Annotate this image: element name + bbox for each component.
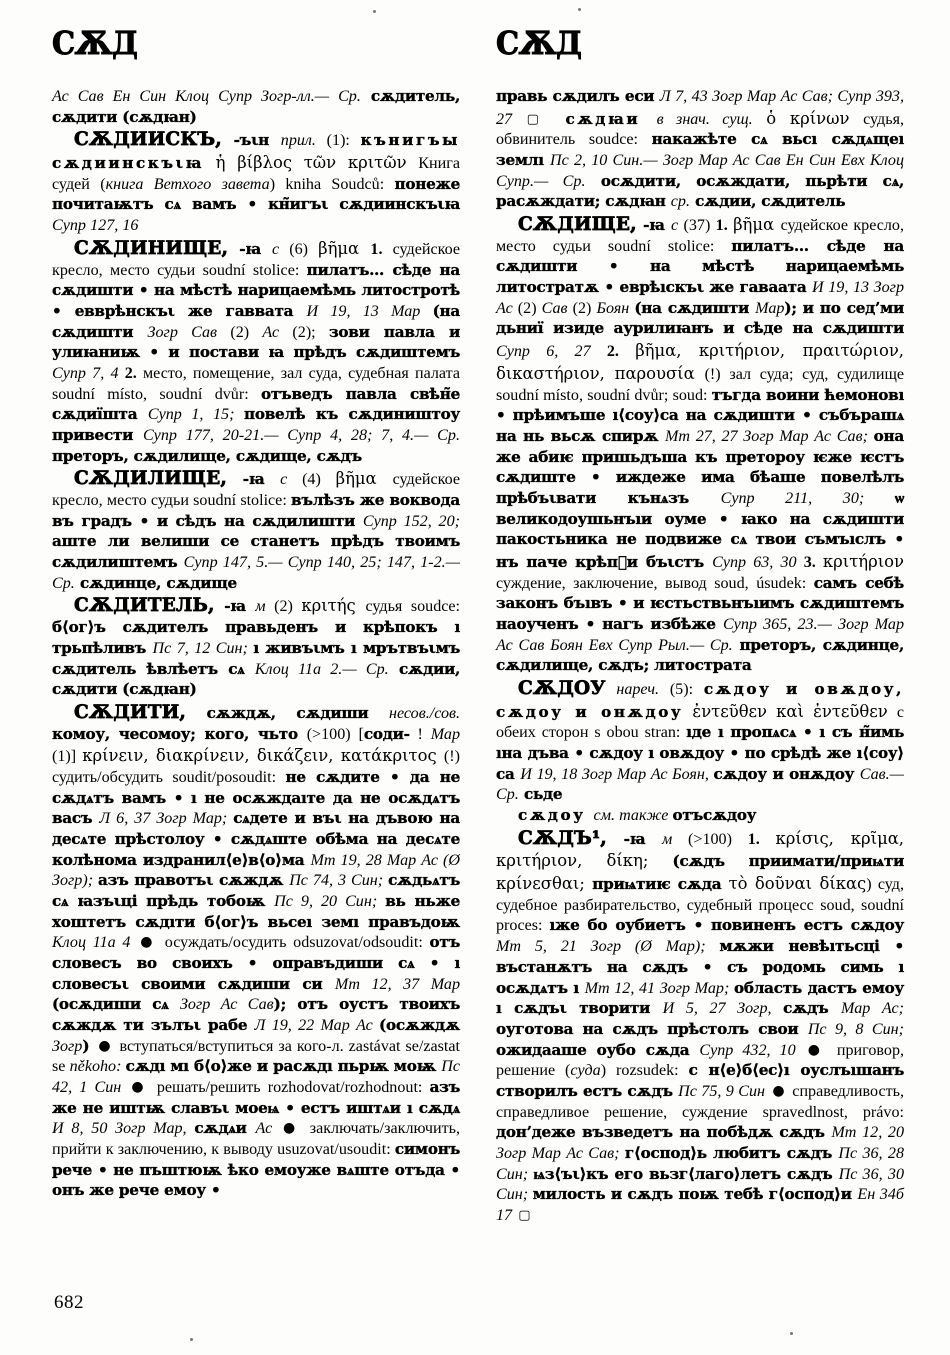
text-run: Клоц 11а 2.— Ср. xyxy=(254,660,389,678)
text-run: СѪДИЛИЩЕ, xyxy=(74,468,228,490)
text-run: rozhodovat/rozhodnout: xyxy=(267,1079,430,1097)
text-run: ▢ xyxy=(526,111,548,127)
text-run: ● xyxy=(283,1120,299,1137)
text-run: решать/решить xyxy=(149,1079,268,1097)
text-run: Пс 9, 20 Син; xyxy=(274,893,386,910)
text-run: ıде ı пропѧсѧ • ı съ н̃имь ıна дъва • сѫдоу ı овѫдоу • по срѣдѣ же ı⟨соу⟩са xyxy=(496,723,905,783)
text-run: сѫдоу и овѫдоу, сѫдоу и онѫдоу xyxy=(496,679,904,721)
text-run: Супр 211, 30; xyxy=(720,489,895,507)
text-run: soudce: xyxy=(588,131,652,149)
text-run: симонъ рече • не пъштюѭ ѣко емоуже вѧште отъда • онъ же рече емоу • xyxy=(52,1140,460,1200)
text-run: сьде xyxy=(518,785,563,804)
text-run: дон’деже възведетъ на побѣдѫ сѫдъ xyxy=(496,1123,832,1142)
text-run: Супр 6, 27 xyxy=(496,343,607,361)
text-run: Пс 36, 28 Син; xyxy=(496,1144,904,1183)
text-run: тъгда воини ћемоновı • прѣимъше ı⟨соу⟩са на сѫдишти • събърашѧ на нь вьсѫ спирѫ xyxy=(496,385,904,445)
text-run: комоу, чесомоу; кого, чьто xyxy=(52,724,307,743)
text-run: осѫдити, осѫждати, пьрѣти сѧ, расѫждати; сѫдꙗн xyxy=(496,171,904,211)
text-run: ἐντεῦθεν καὶ ἐντεῦθεν xyxy=(683,701,897,721)
text-run: soudce: xyxy=(410,598,461,616)
text-run: (2) xyxy=(265,598,302,616)
text-run: Ас Сав Ен Син Клоц Супр Зогр-лл.— Ср. xyxy=(52,88,361,105)
scan-speck xyxy=(190,1338,193,1341)
text-run: в знач. сущ. xyxy=(656,110,753,128)
text-run: Пс 7, 12 Син; xyxy=(152,639,254,657)
two-column-body xyxy=(52,24,905,1227)
text-run: ѡ великодоушьнъıи оуме • ꙗко на сѫдишти пакостьника не подвиже сѧ твои съмъıслъ • нъ паче крѣпⷠи бъιстъ xyxy=(496,488,905,571)
text-run: ▢ xyxy=(518,1207,531,1223)
text-run: сѫдоу xyxy=(518,806,594,825)
text-run: несов./сов. xyxy=(389,704,460,722)
text-run: Ас xyxy=(255,1120,281,1138)
text-run: Супр 7, 4 xyxy=(52,364,125,382)
text-run: м xyxy=(661,830,673,848)
text-run: суда xyxy=(570,1062,601,1080)
text-run: ● xyxy=(98,1037,112,1054)
text-run: ! xyxy=(409,725,431,743)
entry-sodinishte xyxy=(52,237,460,467)
text-run: Клоц 11а 4 xyxy=(52,934,138,952)
text-run: -ꙗ xyxy=(214,597,256,616)
text-run: Мт 12, 41 Зогр Мар; xyxy=(584,979,734,997)
text-run: (2); xyxy=(279,323,329,341)
text-run: kniha Soudců: xyxy=(285,175,395,193)
text-run: сѫждѫ, сѫдиши xyxy=(186,703,390,722)
text-run: βῆμα, κριτήριον, πραιτώριον, δικαστήριον, παρουσία xyxy=(496,341,905,383)
text-run: ● xyxy=(140,934,156,951)
text-run: приѩтиѥ сѫда xyxy=(592,875,729,894)
text-run: κριτής xyxy=(301,596,366,616)
text-run: см. также xyxy=(593,807,673,825)
text-run: (5): xyxy=(659,680,704,698)
text-run: (1): xyxy=(315,132,361,150)
text-run: СѪДИТИ, xyxy=(74,701,187,723)
text-run: Супр 147, 5.— Супр 140, 25; 147, 1-2.— Ср. xyxy=(52,554,460,592)
text-run: прил. xyxy=(280,132,316,150)
text-run: Пс 2, 10 Син.— Зогр Мар Ас Сав Ен Син Евх Клоц Супр.— Ср. xyxy=(496,152,904,190)
text-run: сѫдитель, сѫдити (сѫдꙗн) xyxy=(52,87,460,126)
running-head-right: СѪД xyxy=(496,24,582,62)
text-run: 1. судейское кресло, место судьи xyxy=(52,240,461,279)
text-run: Зогр Сав xyxy=(147,323,218,341)
text-run: кънигъы сѫдиинскъιꙗ xyxy=(52,131,460,173)
text-run: Мт 12, 20 Зогр Мар Ас Сав; xyxy=(496,1124,904,1162)
text-run: soudní stolice: xyxy=(202,261,307,279)
text-run: (!) зал суда; суд, судилище xyxy=(704,365,904,383)
text-run: Ен 34б 17 xyxy=(496,1186,904,1224)
text-run: (>100) 1. xyxy=(672,830,760,848)
entry-sodiniskb xyxy=(52,128,460,236)
text-run: оуготова на сѫдъ прѣстолъ свои xyxy=(496,1019,808,1038)
text-run: сѫдии, сѫдити (сѫдꙗн) xyxy=(52,659,461,699)
text-run: (6) xyxy=(279,240,319,258)
text-run: Мар xyxy=(430,725,460,743)
text-run: ● xyxy=(131,1079,147,1096)
text-run: СѪДИЩЕ, xyxy=(518,214,637,236)
text-run: (>100) [ xyxy=(306,725,364,743)
text-run: с xyxy=(671,217,679,235)
text-run: сѧдете и въι на дъвою на десѧте прѣстолоу • сѫдѧште обѣма на десѧте колѣнома издранил⟨е⟩в⟨о⟩ма xyxy=(52,809,460,869)
text-run: ἡ βίβλος τῶν κριτῶν xyxy=(203,153,419,173)
text-run: с xyxy=(280,471,288,489)
text-run: сѫдинце, сѫдище xyxy=(74,573,237,592)
entry-sodishte xyxy=(496,213,904,677)
text-run: Мар xyxy=(755,299,785,317)
text-run: правь сѫдилъ еси xyxy=(496,87,660,105)
text-run: Супр 127, 16 xyxy=(52,217,139,235)
text-run: Мт 19, 28 Мар Ас (Ø Зогр); xyxy=(52,851,461,890)
text-run: s obou stran: xyxy=(594,724,687,742)
text-run: СѪДОУ xyxy=(518,677,606,699)
text-run: милость и сѫдъ поѭ тебѣ г⟨оспод⟩и xyxy=(532,1185,858,1204)
text-run: Книга судей ( xyxy=(52,155,460,193)
text-run: (4) xyxy=(287,471,336,489)
text-run: Мт 5, 21 Зогр (Ø Мар); xyxy=(496,938,720,956)
text-run: ) xyxy=(82,1036,96,1055)
text-run: отъ словесъ во своихъ • оправъдиши сѧ • ı словесъι своими сѫдиши си xyxy=(52,933,460,993)
text-run: soudit/posoudit: xyxy=(172,768,286,786)
text-run: (сѫдъ приимати/приѩти xyxy=(672,852,904,871)
text-run: Боян xyxy=(596,299,635,317)
text-run: (2) xyxy=(512,299,542,317)
text-run: Пс 75, 9 Син xyxy=(678,1082,770,1100)
text-run: СѪДИИСКЪ, xyxy=(74,129,222,151)
text-run: сѫдии, сѫдитель xyxy=(689,192,846,211)
text-run: сѫдı мı б⟨о⟩же и расѫдı пьрѭ моѭ xyxy=(125,1057,442,1076)
text-run: 2. место, помещение, зал суда, судебная палата xyxy=(124,364,460,382)
text-run: зови павла и улиꙗниѭ • и постави ꙗ прѣдъ сѫдиштемъ xyxy=(52,322,461,362)
text-run: -ꙗ xyxy=(606,829,662,848)
text-run: (осѫждѫ xyxy=(379,1016,460,1035)
text-run: СѪДИТЕЛЬ, xyxy=(74,595,215,617)
text-run: И 19, 18 Зогр Мар Ас Боян, xyxy=(520,765,714,783)
text-run: Супр 432, 10 xyxy=(699,1041,805,1059)
text-run: (!) судить/обсудить xyxy=(52,748,460,786)
text-run: ожидааше оубо сѫда xyxy=(496,1040,700,1059)
scan-speck xyxy=(790,1332,793,1335)
right-column xyxy=(496,24,905,1227)
text-run: отъведъ павла свѣн̃е сѫдиı̈шта xyxy=(52,384,460,424)
text-run: βῆμα xyxy=(733,215,781,235)
text-run: ) суд, судебное разбирательство, судебный процесс xyxy=(496,876,904,914)
text-run: Супр 1, 15; xyxy=(147,406,244,424)
text-run: с xyxy=(271,240,280,258)
text-run: судейское кресло, место судьи xyxy=(52,471,461,510)
text-run: книга Ветхого завета xyxy=(105,175,270,193)
text-run: 3. xyxy=(803,553,816,571)
text-run: самъ себѣ законъ бъıвъ • и ѥстьствьнъıимъ сѫдиштемъ наоученъ • нагъ избѣже xyxy=(496,573,904,633)
cross-ref-sodou xyxy=(496,806,904,827)
text-run: Ас xyxy=(262,323,280,341)
text-run: нареч. xyxy=(605,680,660,698)
entry-soditel xyxy=(52,594,460,700)
text-run: τὸ δοῦναι δίκας xyxy=(728,874,867,894)
text-run: soud, soudní proces: xyxy=(496,896,904,935)
text-run: мѫжи невѣıтьсці • въстанѫтъ на сѫдъ • съ родомь симь ı осѫдѧтъ ı xyxy=(496,937,904,997)
text-run: ὁ κρίνων xyxy=(752,108,864,128)
text-run: г⟨оспод⟩ь любитъ сѫдъ xyxy=(624,1143,839,1162)
entry-sodb xyxy=(496,827,904,1227)
text-run: ѩз⟨ъι⟩къ его вьзг⟨лаго⟩летъ сѫдъ xyxy=(533,1164,839,1183)
text-run: βῆμα xyxy=(318,238,371,258)
text-run: повелѣ къ сѫдиништоу привести xyxy=(52,405,460,444)
text-run: Мт 27, 27 Зогр Мар Ас Сав; xyxy=(664,427,874,445)
text-run: ıже бо оубиетъ • повиненъ естъ сѫдоу xyxy=(549,916,904,935)
text-run: И 19, 13 Мар xyxy=(306,302,433,320)
text-run: 2. xyxy=(606,343,619,361)
text-run: с обеих сторон xyxy=(496,703,904,742)
text-run: отъсѫдоу xyxy=(672,806,757,825)
text-run: odsuzovat/odsoudit: xyxy=(293,934,430,952)
text-run: И 19, 13 Зогр Ас xyxy=(496,279,904,317)
entry-sodii-continuation xyxy=(52,87,460,128)
text-run: Зогр Ас Сав xyxy=(179,996,274,1014)
text-run: βῆμα xyxy=(335,469,393,489)
text-run: пилатъ… сѣде на сѫдишти • на мѣстѣ нарицаемѣмь литостротѣ • евврѣнскъι же гаввата xyxy=(52,260,460,320)
text-run: ı живъιмъ ı мрътвъιмъ сѫдитель ѣвлѣетъ сѧ xyxy=(52,638,460,678)
text-run: (1)] xyxy=(52,748,83,766)
text-run: Супр 365, 23.— Зогр Мар Ас Сав Боян Евх Супр Рыл.— Ср. xyxy=(496,615,904,654)
page-number: 682 xyxy=(54,1292,84,1313)
text-run: soudní stolice: xyxy=(607,237,732,255)
text-run: сѫдъ xyxy=(783,999,842,1018)
text-run: справедливость, справедливое решение, суждение xyxy=(496,1082,904,1121)
text-run: ) xyxy=(269,175,286,193)
text-run: Супр 63, 30 xyxy=(712,553,804,571)
text-run: Мар Ас; xyxy=(841,1000,904,1018)
text-run: (2) xyxy=(567,299,597,317)
text-run: -ꙗ xyxy=(227,470,281,489)
text-run: азъ же не иштѭ славъι моеѩ • естъ иштѧи ı сѫдѧ xyxy=(52,1078,460,1117)
text-run: Л 19, 22 Мар Ас xyxy=(254,1017,380,1035)
entry-sodilishte xyxy=(52,467,460,594)
text-run: zastávat se/zastat se xyxy=(52,1037,461,1076)
text-run: soud, úsudek: xyxy=(714,574,814,592)
scan-speck xyxy=(578,8,581,11)
text-run: spravedlnost, právo: xyxy=(762,1103,904,1121)
text-run: сѫдѧи xyxy=(194,1119,256,1138)
text-run: И 8, 50 Зогр Мар, xyxy=(52,1120,195,1138)
text-run: судья xyxy=(365,598,411,616)
text-run: вступаться/вступиться за кого-л. xyxy=(114,1037,349,1055)
entry-soditi-continuation xyxy=(496,87,904,213)
text-run: soudní místo, soudní dvůr; soud: xyxy=(496,386,712,404)
text-run: Зогр xyxy=(52,1037,83,1055)
text-run: сѫдьѧтъ сѧ ꙗзъιці прѣдь тобоѭ xyxy=(52,871,460,910)
text-run: (2) xyxy=(217,323,263,341)
running-head-left: СѪД xyxy=(52,24,138,62)
text-run: судейское кресло, место судьи xyxy=(496,217,905,255)
text-run: Пс 9, 8 Син; xyxy=(807,1020,904,1038)
right-column-entries xyxy=(496,87,904,1227)
text-run: (на сѫдишти xyxy=(634,298,756,317)
text-run: И 5, 27 Зогр, xyxy=(662,1000,784,1018)
text-run: она же абиѥ пришьдъша къ претороу ѥже ѥстъ сѫдиште • иждеже има бѣаше повелѣлъ прѣбъιвати кънѧзъ xyxy=(496,426,904,507)
entry-soditi xyxy=(52,701,460,1202)
text-run: осуждать/осудить xyxy=(158,934,294,952)
text-run: -ъιн xyxy=(221,131,281,150)
text-run: -ꙗ xyxy=(228,239,272,258)
text-run: Мт 12, 37 Мар xyxy=(334,975,460,993)
text-run: аште ли велиши се станетъ прѣдъ твоимъ сѫдилиштемъ xyxy=(52,532,460,572)
text-run: Пс 42, 1 Син xyxy=(52,1058,461,1097)
text-run: κρίνεσθαι; xyxy=(496,874,593,894)
text-run: ); и по сед’ми дьниı̈ изиде аурилиꙗнъ и сѣде на сѫдишти xyxy=(496,298,905,338)
text-run: soudní stolice: xyxy=(193,492,292,510)
text-run: někoho: xyxy=(69,1058,126,1076)
text-run: ● xyxy=(807,1041,825,1058)
text-run: заключать/заключить, прийти к заключению, к выводу xyxy=(52,1120,461,1159)
text-run: сѫдꙗи xyxy=(549,109,657,128)
scan-speck xyxy=(373,10,376,13)
text-run: сѫдоу и онѫдоу xyxy=(713,764,860,783)
text-run: с н⟨е⟩б⟨ес⟩ı оуслъıшанъ створилъ естъ сѫдъ xyxy=(496,1061,904,1100)
text-run: суждение, заключение, вывод xyxy=(496,574,715,592)
text-run: не сѫдите • да не сѫдѧтъ вамъ • ı не осѫждаıте да не осѫдѧтъ васъ xyxy=(52,767,461,828)
text-run: (37) 1. xyxy=(678,217,728,235)
text-run: (осѫдиши сѧ xyxy=(52,995,180,1014)
text-run: usuzovat/usoudit: xyxy=(277,1141,395,1159)
text-run: Пс 36, 30 Син; xyxy=(496,1165,904,1204)
text-run: СѪДЪ¹, xyxy=(518,827,607,849)
text-run: Сав.— Ср. xyxy=(496,765,904,804)
text-run: азъ правотъι сѫждѫ xyxy=(98,871,290,890)
text-run: м xyxy=(255,598,266,616)
left-column-entries xyxy=(52,87,460,1202)
entry-sodou xyxy=(496,677,904,806)
text-run: ) xyxy=(600,1062,617,1080)
text-run: вълѣзъ же воквода въ градъ • и сѣдъ на сѫдилишти xyxy=(52,491,460,530)
text-run: κρίνειν, διακρίνειν, δικάζειν, κατάκριτος xyxy=(82,746,444,766)
text-run: б⟨ог⟩ъ сѫдителъ правьденъ и крѣпокъ ı трьпѣливъ xyxy=(52,618,460,657)
text-run: ); отъ оустъ твоихъ сѫждѫ ти зълъι рабе xyxy=(52,995,460,1035)
text-run: soudní místo, soudní dvůr: xyxy=(52,385,262,403)
text-run: Супр 177, 20-21.— Супр 4, 28; 7, 4.— Ср. xyxy=(142,426,460,444)
text-run: пилатъ… сѣде на сѫдишти • на мѣстѣ нарицаемѣмь литостратѫ • еврѣıскъι же гавaата xyxy=(496,236,905,297)
text-run: ср. xyxy=(670,193,690,211)
text-run: Л 7, 43 Зогр Мар Ас Сав; Супр 393, 27 xyxy=(496,88,904,128)
text-run: вь ньже хоштетъ сѫдıти б⟨ог⟩ъ вьсеı земı правъдоѭ xyxy=(52,892,460,931)
text-run: понеже почитаѭтъ сѧ вамъ • кн̃игъι сѫдиинскъιꙗ xyxy=(52,174,461,214)
text-run: κρίσις, κρῖμα, κριτήριον, δίκη; xyxy=(496,828,905,871)
text-run: накажѣте сѧ вьсı сѫдѧщеı землı xyxy=(496,130,904,170)
text-run: Пс 74, 3 Син; xyxy=(289,872,389,890)
text-run: судья, обвинитель xyxy=(496,110,904,149)
text-run: Супр 152, 20; xyxy=(362,512,460,530)
text-run: Л 6, 37 Зогр Мар; xyxy=(99,810,234,828)
text-run: ● xyxy=(772,1082,785,1099)
text-run: (на сѫдишти xyxy=(52,301,460,341)
text-run: κριτήριον xyxy=(822,551,904,571)
text-run: Сав xyxy=(541,299,568,317)
text-run: соди- xyxy=(363,724,410,743)
text-run: преторъ, сѫдинце, сѫдилище, сѫдъ; литострата xyxy=(496,635,904,675)
text-run: -ꙗ xyxy=(636,216,672,235)
left-column xyxy=(52,24,461,1227)
text-run: преторъ, сѫдилище, сѫдище, сѫдъ xyxy=(52,446,362,465)
text-run: СѪДИНИЩЕ, xyxy=(74,237,229,259)
text-run: rozsudek: xyxy=(616,1062,689,1080)
text-run: приговор, решение ( xyxy=(496,1041,905,1080)
text-run: область дастъ емоу ı сѫдъι творити xyxy=(496,978,904,1018)
